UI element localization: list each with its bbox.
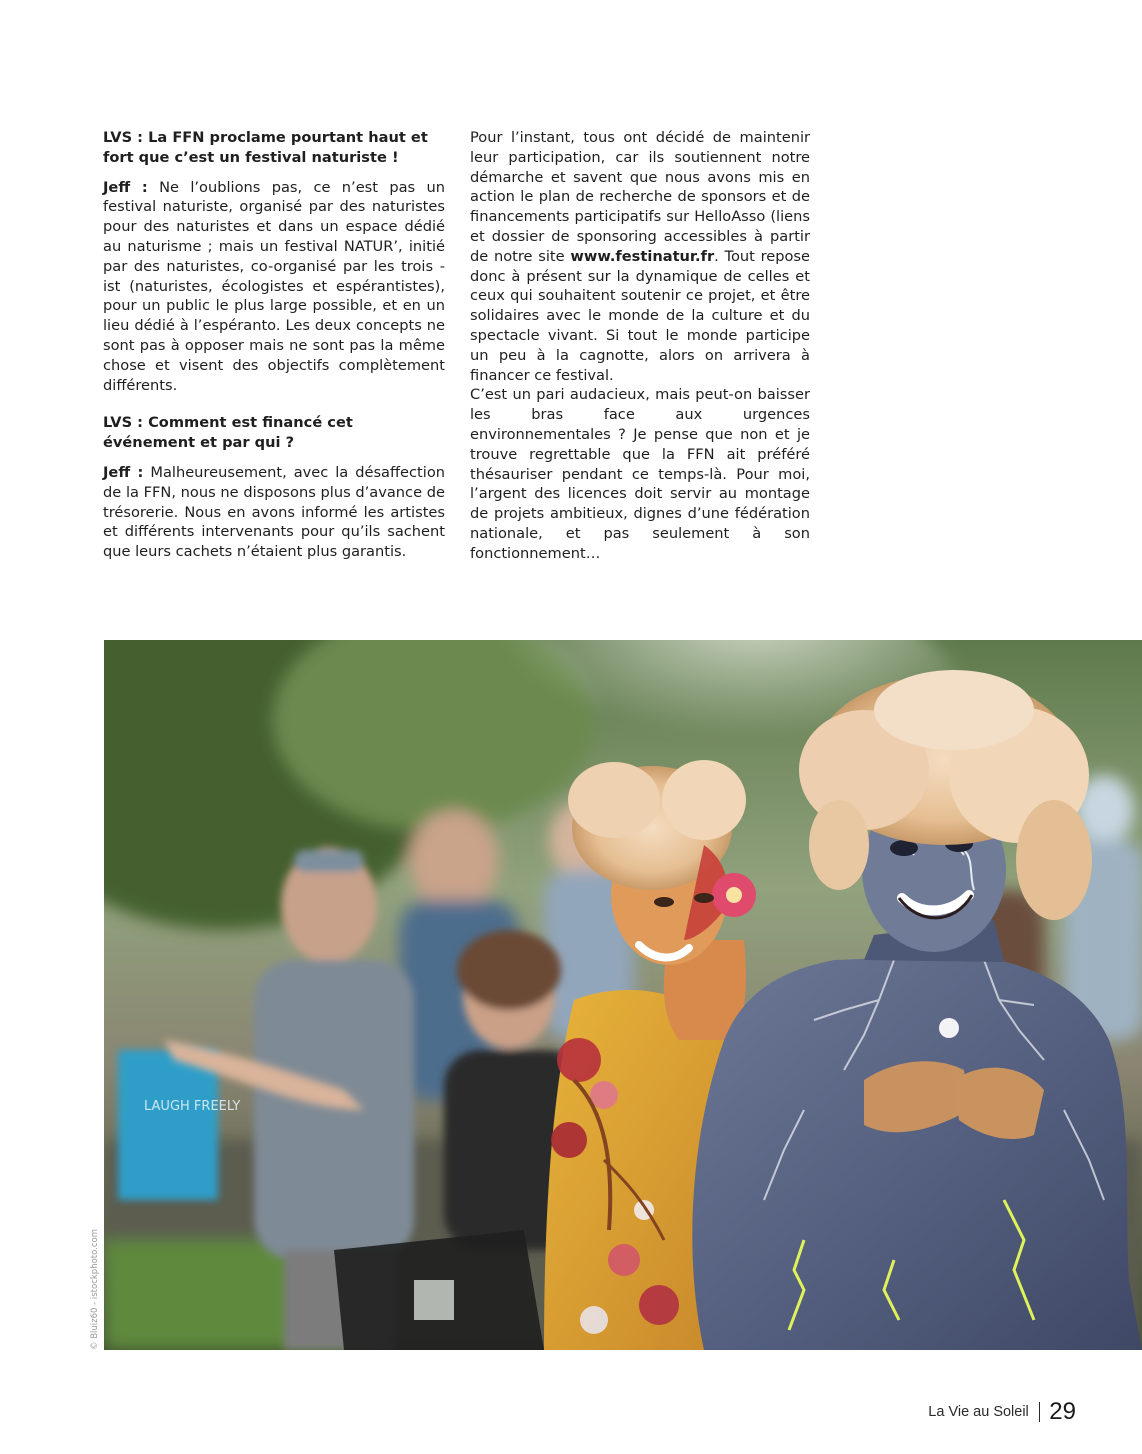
footer-divider xyxy=(1039,1402,1041,1422)
question-1: LVS : La FFN proclame pourtant haut et fort que c’est un festival naturiste ! xyxy=(103,129,428,166)
festival-photo-illustration xyxy=(104,640,1142,1350)
left-column xyxy=(103,128,445,580)
speaker-label: Jeff : xyxy=(103,463,144,481)
sign-text: LAUGH FREELY xyxy=(144,1099,241,1114)
answer-1-text: Ne l’oublions pas, ce n’est pas un festival naturiste, organisé par des naturistes pour des naturistes et dans un espace dédié au naturisme ; mais un festival NATUR’, initié par des naturistes, co-organisé par les trois -ist (naturistes, écologistes et espérantistes), pour un public le plus large possible, et en un lieu dédié à l’espéranto. Les deux concepts ne sont pas à opposer mais ne sont pas la même chose et visent des objectifs complètement différents. xyxy=(103,178,445,394)
paragraph-funding-b: . Tout repose donc à présent sur la dynamique de celles et ceux qui souhaitent soutenir ce projet, et être solidaires avec le monde de la culture et du spectacle vivant. Si tout le monde participe un peu à la cagnotte, alors on arrivera à financer ce festival. xyxy=(470,247,811,384)
photo-credit: © Bluiz60 - istockphoto.com xyxy=(90,1228,100,1350)
right-column xyxy=(470,128,810,564)
paragraph-funding-a: Pour l’instant, tous ont décidé de maintenir leur participation, car ils soutiennent notre démarche et savent que nous avons mis en action le plan de recherche de sponsors et de financements participatifs sur HelloAsso (liens et dossier de sponsoring accessibles à partir de notre site xyxy=(470,129,810,265)
answer-1 xyxy=(103,178,445,396)
festival-photo xyxy=(104,640,1142,1350)
answer-2 xyxy=(103,463,445,562)
paragraph-funding xyxy=(470,128,810,385)
paragraph-conclusion: C’est un pari audacieux, mais peut-on baisser les bras face aux urgences environnementales ? Je pense que non et je trouve regrettable que la FFN ait préféré thésauriser pendant ce temps-là. Pour moi, l’argent des licences doit servir au montage de projets ambitieux, dignes d’une fédération nationale, et pas seulement à son fonctionnement… xyxy=(470,386,810,562)
magazine-name: La Vie au Soleil xyxy=(928,1404,1029,1420)
page-footer xyxy=(928,1398,1076,1426)
speaker-label: Jeff : xyxy=(103,178,148,196)
question-2: LVS : Comment est financé cet événement et par qui ? xyxy=(103,414,353,452)
answer-2-text: Malheureusement, avec la désaffection de la FFN, nous ne disposons plus d’avance de trésorerie. Nous en avons informé les artistes et différents intervenants pour qu’ils sachent que leurs cachets n’étaient plus garantis. xyxy=(103,463,446,561)
page-number: 29 xyxy=(1049,1398,1076,1425)
website-link[interactable]: www.festinatur.fr xyxy=(570,247,715,265)
